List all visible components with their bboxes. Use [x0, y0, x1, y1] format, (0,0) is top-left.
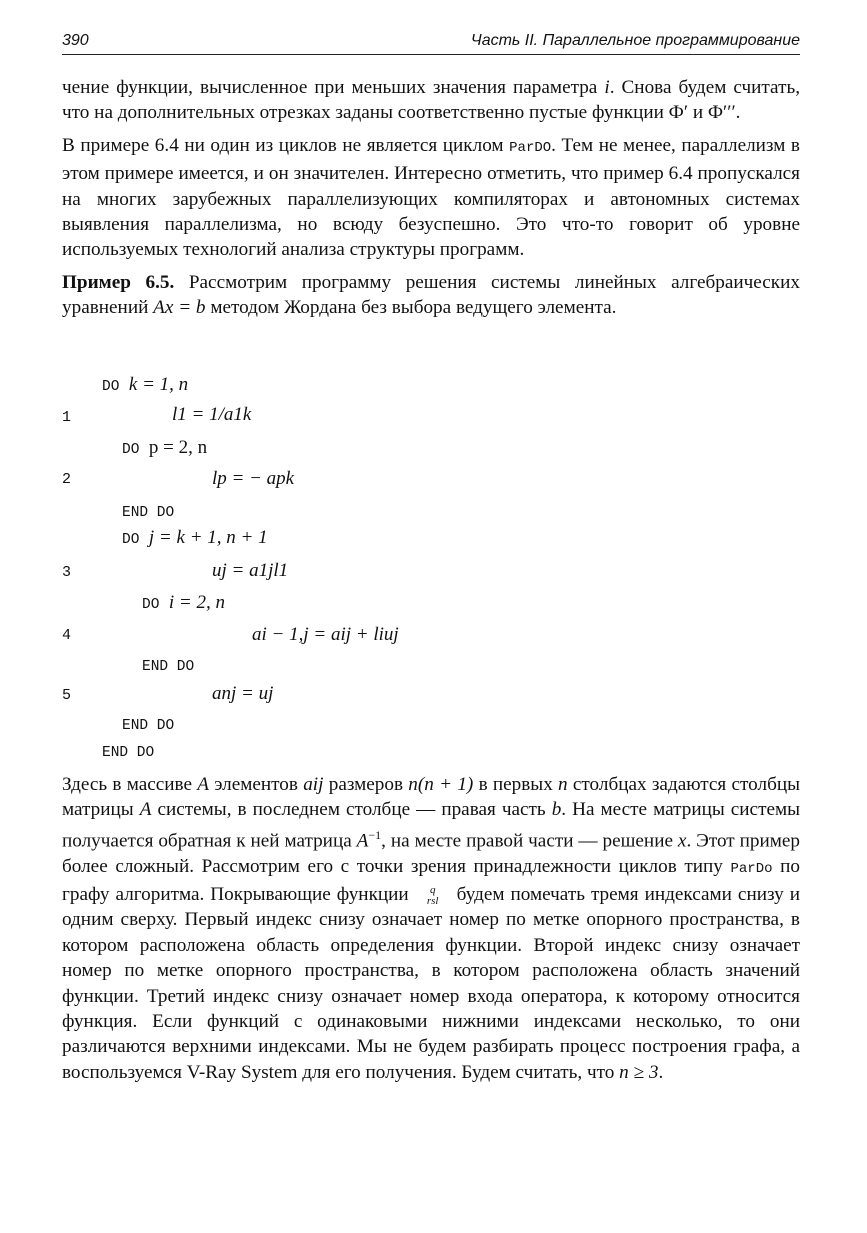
code-expression: ai − 1,j = aij + liuj — [252, 624, 399, 645]
code-listing — [62, 372, 800, 764]
code-keyword: DO — [142, 597, 160, 613]
text-run: системы, в последнем столбце — правая часть — [151, 799, 552, 821]
code-line — [122, 437, 207, 459]
example-label: Пример 6.5. — [62, 271, 175, 293]
code-line — [212, 683, 273, 705]
code-expression: l1 = 1/a1k — [172, 404, 252, 425]
code-expression: i = 2, n — [168, 592, 226, 613]
running-title: Часть II. Параллельное программирование — [470, 32, 800, 49]
body-text — [62, 75, 800, 321]
code-line — [122, 713, 174, 735]
code-expression: lp = − apk — [212, 468, 295, 489]
code-keyword: END DO — [142, 659, 195, 675]
math-var: aij — [303, 774, 324, 795]
math-var: b — [551, 799, 562, 821]
text-run: в первых — [473, 774, 559, 795]
running-header — [62, 30, 800, 55]
line-number: 2 — [62, 471, 72, 488]
code-line — [122, 500, 174, 522]
math-var: i — [604, 77, 610, 98]
code-line — [252, 624, 399, 646]
text-run: В примере 6.4 ни один из циклов не является циклом — [62, 134, 510, 156]
code-keyword: DO — [102, 379, 120, 395]
body-text-continued — [62, 772, 800, 1085]
code-line — [212, 468, 294, 490]
code-line — [142, 592, 225, 614]
text-run: размеров — [323, 774, 409, 795]
text-run: . — [658, 1061, 664, 1083]
text-run: . На месте матрицы системы получается обратная к ней матрица — [62, 799, 801, 852]
text-run: Рассмотрим программу решения системы линейных алгебраических уравнений — [62, 271, 800, 319]
code-keyword: ParDO — [509, 139, 552, 156]
code-line — [122, 527, 268, 549]
code-line — [102, 740, 154, 762]
code-line — [172, 404, 251, 426]
code-keyword: DO — [122, 532, 140, 548]
text-run: Здесь в массиве — [62, 774, 198, 795]
text-run: методом Жордана без выбора ведущего элемента. — [205, 297, 617, 319]
math-var: x — [677, 830, 687, 852]
math-expression: n(n + 1) — [408, 774, 474, 795]
code-expression: p = 2, n — [148, 437, 208, 458]
text-run: , на месте правой части — решение — [381, 830, 678, 852]
math-var: A — [356, 830, 369, 852]
text-run: по графу алгоритма. Покрывающие функции — [62, 855, 800, 906]
code-keyword: ParDo — [730, 860, 773, 877]
math-var: A — [197, 774, 209, 795]
paragraph-4 — [62, 772, 800, 1085]
symbol-superscript: q — [429, 883, 436, 896]
line-number: 4 — [62, 627, 72, 644]
text-run: столбцах задаются столбцы матрицы — [62, 774, 800, 821]
text-run: элементов — [209, 774, 304, 795]
math-expression: Ax = b — [153, 297, 206, 319]
paragraph-2 — [62, 133, 800, 263]
text-run: чение функции, вычисленное при меньших значения параметра — [62, 77, 605, 98]
code-keyword: END DO — [102, 745, 155, 761]
code-line — [212, 560, 288, 582]
cover-function-symbol — [415, 885, 451, 907]
math-expression: n ≥ 3 — [619, 1061, 659, 1083]
line-number: 3 — [62, 564, 72, 581]
math-var: A — [139, 799, 152, 821]
code-expression: k = 1, n — [128, 374, 189, 395]
code-keyword: END DO — [122, 718, 175, 734]
line-number: 5 — [62, 687, 72, 704]
code-expression: j = k + 1, n + 1 — [148, 527, 268, 548]
text-run: . Тем не менее, параллелизм в этом примере имеется, и он значителен. Интересно отметить, что пример 6.4 пропускался на многих зарубежных параллелизующих компиляторах и автономных системах выявления параллелизма, но всюду безуспешно. Это что-то говорит об уровне используемых технологий анализа структуры программ. — [62, 134, 800, 261]
code-expression: anj = uj — [212, 683, 274, 704]
text-run: . Этот пример более сложный. Рассмотрим его с точки зрения принадлежности циклов типу — [62, 830, 800, 877]
code-line — [102, 374, 188, 396]
code-expression: uj = a1jl1 — [212, 560, 289, 581]
page-number: 390 — [62, 32, 89, 49]
paragraph-1 — [62, 75, 800, 126]
text-run: будем помечать тремя индексами снизу и одним сверху. Первый индекс снизу означает номер по метке опорного пространства, в котором расположена область определения функции. Второй индекс снизу означает номер по метке опорного пространства, в котором расположена область значений функции. Третий индекс снизу означает номер входа оператора, к которому относится функция. Если функций с одинаковыми нижними индексами несколько, то они различаются верхними индексами. Мы не будем разбирать процесс построения графа, а воспользуемся V-Ray System для его получения. Будем считать, что — [62, 884, 800, 1083]
math-var: n — [558, 774, 568, 795]
symbol-subscript: rsl — [426, 894, 439, 907]
code-keyword: DO — [122, 442, 140, 458]
superscript: −1 — [368, 827, 382, 842]
code-keyword: END DO — [122, 505, 175, 521]
line-number: 1 — [62, 409, 72, 426]
code-line — [142, 654, 194, 676]
paragraph-3 — [62, 270, 800, 321]
text-run: . Снова будем считать, что на дополнительных отрезках заданы соответственно пустые функции Ф′ и Ф′′′. — [62, 77, 800, 124]
